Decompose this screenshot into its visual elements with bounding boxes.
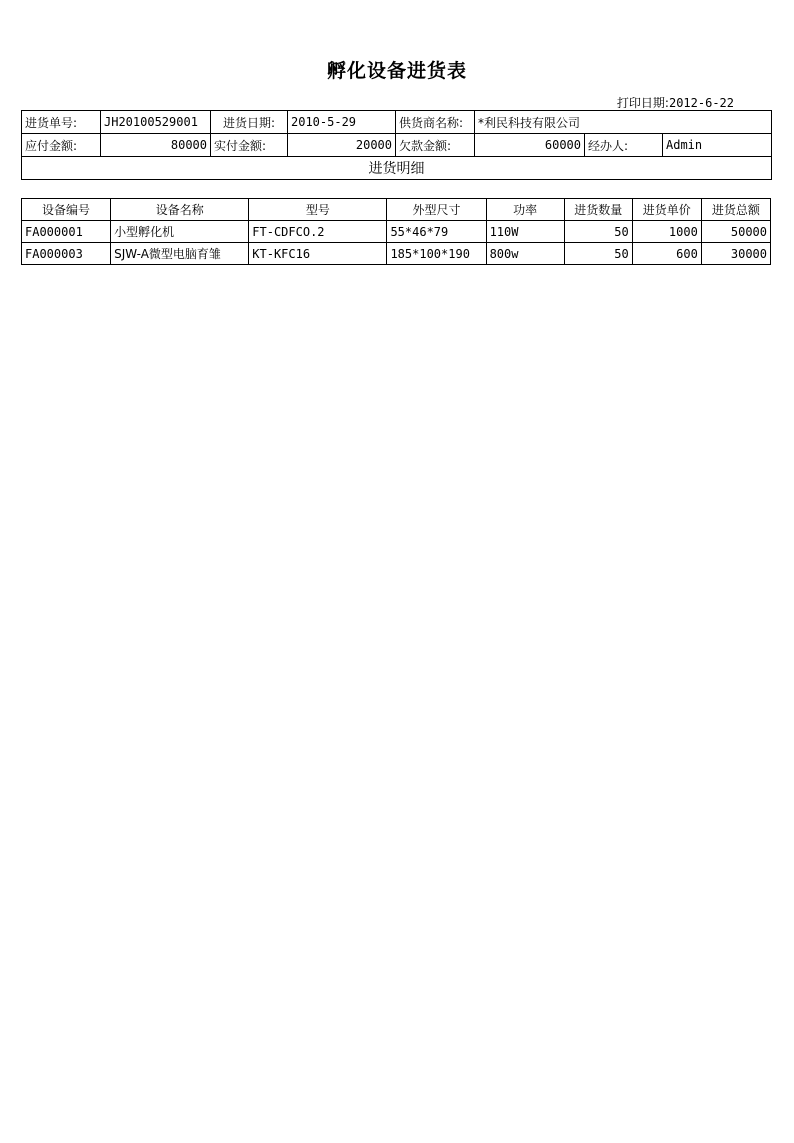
handler-value: Admin bbox=[663, 134, 772, 157]
col-header: 设备编号 bbox=[22, 199, 111, 221]
col-header: 进货单价 bbox=[632, 199, 701, 221]
table-header-row bbox=[22, 199, 771, 221]
page-title: 孵化设备进货表 bbox=[326, 60, 467, 82]
date-label: 进货日期: bbox=[211, 111, 288, 134]
handler-label: 经办人: bbox=[585, 134, 663, 157]
table-row bbox=[22, 243, 771, 265]
paid-label: 实付金额: bbox=[211, 134, 288, 157]
col-header: 外型尺寸 bbox=[387, 199, 486, 221]
paid-value: 20000 bbox=[288, 134, 396, 157]
cell-total: 30000 bbox=[701, 243, 770, 265]
detail-table bbox=[21, 198, 771, 265]
cell-total: 50000 bbox=[701, 221, 770, 243]
order-no-label: 进货单号: bbox=[22, 111, 101, 134]
col-header: 设备名称 bbox=[111, 199, 249, 221]
cell-size: 185*100*190 bbox=[387, 243, 486, 265]
cell-unit-price: 1000 bbox=[632, 221, 701, 243]
cell-model: FT-CDFCO.2 bbox=[249, 221, 387, 243]
cell-unit-price: 600 bbox=[632, 243, 701, 265]
cell-equip-id: FA000003 bbox=[22, 243, 111, 265]
print-date-value: 2012-6-22 bbox=[668, 96, 734, 110]
col-header: 进货数量 bbox=[564, 199, 632, 221]
table-row bbox=[22, 221, 771, 243]
print-date bbox=[617, 94, 734, 111]
cell-qty: 50 bbox=[564, 221, 632, 243]
owed-value: 60000 bbox=[475, 134, 585, 157]
header-table bbox=[21, 110, 772, 180]
cell-equip-name: SJW-A微型电脑育雏 bbox=[111, 243, 249, 265]
date-value: 2010-5-29 bbox=[288, 111, 396, 134]
order-no-value: JH20100529001 bbox=[101, 111, 211, 134]
supplier-value: *利民科技有限公司 bbox=[475, 111, 772, 134]
col-header: 功率 bbox=[486, 199, 564, 221]
col-header: 型号 bbox=[249, 199, 387, 221]
cell-equip-name: 小型孵化机 bbox=[111, 221, 249, 243]
print-date-label: 打印日期: bbox=[616, 96, 669, 110]
cell-equip-id: FA000001 bbox=[22, 221, 111, 243]
supplier-label: 供货商名称: bbox=[396, 111, 475, 134]
cell-size: 55*46*79 bbox=[387, 221, 486, 243]
payable-value: 80000 bbox=[101, 134, 211, 157]
owed-label: 欠款金额: bbox=[396, 134, 475, 157]
col-header: 进货总额 bbox=[701, 199, 770, 221]
section-title: 进货明细 bbox=[22, 157, 772, 180]
cell-power: 110W bbox=[486, 221, 564, 243]
cell-power: 800w bbox=[486, 243, 564, 265]
payable-label: 应付金额: bbox=[22, 134, 101, 157]
cell-qty: 50 bbox=[564, 243, 632, 265]
cell-model: KT-KFC16 bbox=[249, 243, 387, 265]
